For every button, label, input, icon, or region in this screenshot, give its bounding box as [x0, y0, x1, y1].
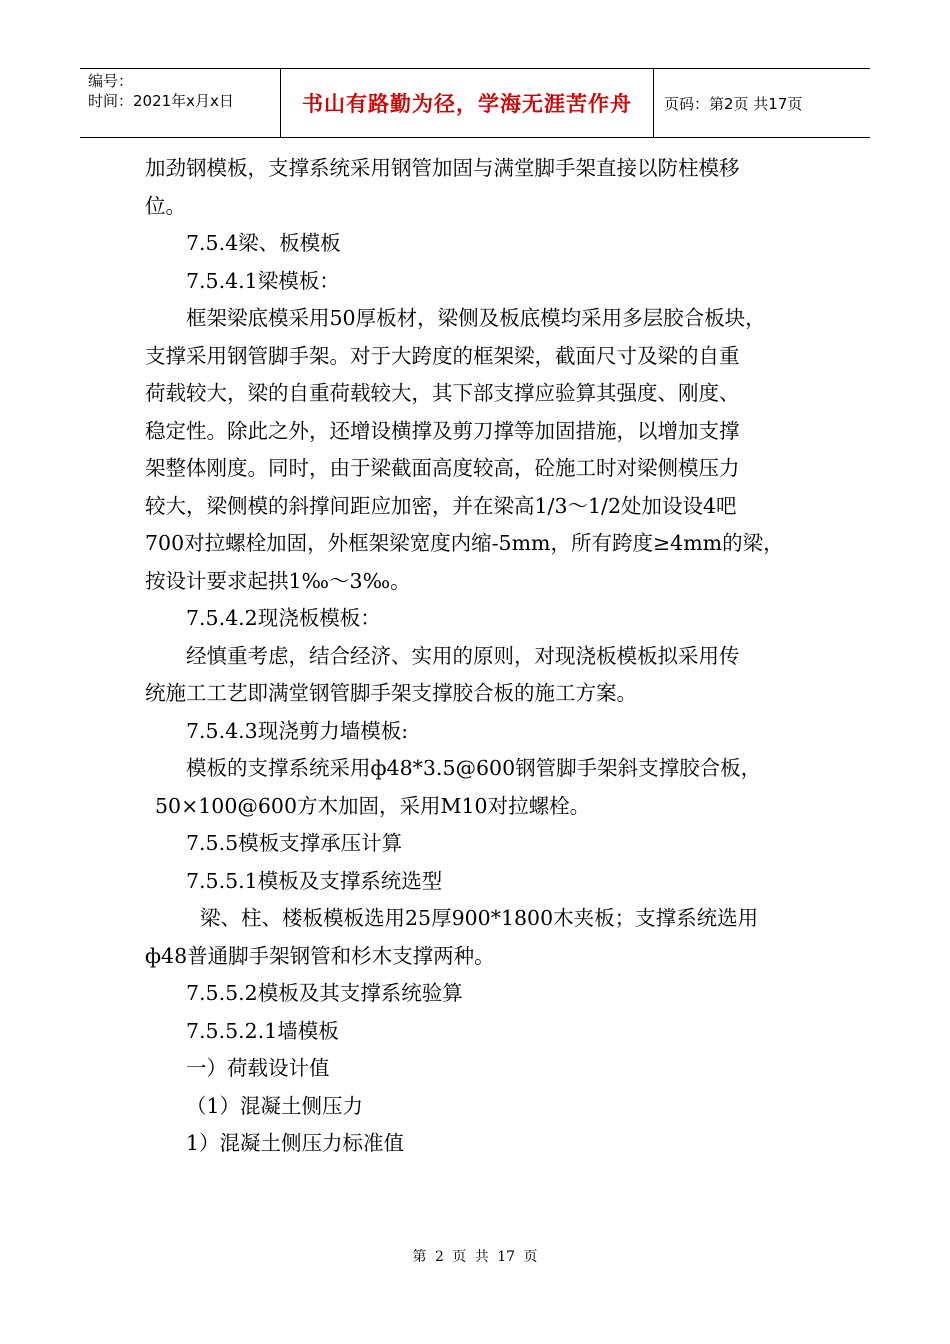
body-line: 统施工工艺即满堂钢管脚手架支撑胶合板的施工方案。	[145, 681, 637, 705]
body-line: 加劲钢模板，支撑系统采用钢管加固与满堂脚手架直接以防柱模移	[145, 156, 740, 180]
body-line: 稳定性。除此之外，还增设横撑及剪刀撑等加固措施，以增加支撑	[145, 418, 740, 443]
body-line: 一）荷载设计值	[186, 1056, 330, 1080]
document-number-label: 编号：	[88, 72, 134, 90]
body-line: 架整体刚度。同时，由于梁截面高度较高，砼施工时对梁侧模压力	[145, 456, 740, 480]
body-line: 荷载较大，梁的自重荷载较大，其下部支撑应验算其强度、刚度、	[145, 381, 740, 405]
document-body	[145, 150, 825, 1163]
body-line: （1）混凝土侧压力	[186, 1093, 364, 1118]
body-line: 经慎重考虑，结合经济、实用的原则，对现浇板模板拟采用传	[186, 643, 740, 668]
body-line: 按设计要求起拱1‰～3‰。	[145, 568, 411, 593]
section-heading: 7.5.5.2.1墙模板	[186, 1018, 339, 1043]
page-header	[80, 68, 870, 138]
body-line: 模板的支撑系统采用ф48*3.5@600钢管脚手架斜支撑胶合板，	[186, 756, 762, 780]
document-date-label: 时间：2021年x月x日	[88, 92, 234, 110]
page-footer: 第 2 页 共 17 页	[412, 1249, 538, 1265]
header-page-info: 页码：第2页 共17页	[664, 94, 803, 113]
body-line: 梁、柱、楼板模板选用25厚900*1800木夹板；支撑系统选用	[200, 906, 759, 930]
section-heading: 7.5.5模板支撑承压计算	[186, 831, 403, 855]
section-heading: 7.5.4.2现浇板模板：	[186, 606, 381, 630]
section-heading: 7.5.5.1模板及支撑系统选型	[186, 868, 443, 893]
section-heading: 7.5.5.2模板及其支撑系统验算	[186, 981, 463, 1005]
body-line: 1）混凝土侧压力标准值	[186, 1131, 405, 1155]
body-line: 框架梁底模采用50厚板材，梁侧及板底模均采用多层胶合板块，	[186, 306, 766, 330]
body-line: 700对拉螺栓加固，外框架梁宽度内缩-5mm，所有跨度≥4mm的梁，	[145, 531, 784, 555]
header-motto: 书山有路勤为径，学海无涯苦作舟	[281, 69, 654, 137]
section-heading: 7.5.4.1梁模板：	[186, 268, 340, 293]
header-meta	[80, 69, 281, 137]
body-line: 支撑采用钢管脚手架。对于大跨度的框架梁，截面尺寸及梁的自重	[145, 343, 740, 368]
body-line: ф48普通脚手架钢管和杉木支撑两种。	[145, 943, 495, 968]
body-line: 位。	[145, 193, 186, 218]
section-heading: 7.5.4梁、板模板	[186, 231, 341, 255]
body-line: 较大，梁侧模的斜撑间距应加密，并在梁高1/3～1/2处加设设4吧	[145, 493, 737, 518]
section-heading: 7.5.4.3现浇剪力墙模板:	[186, 718, 409, 743]
body-line: 50×100@600方木加固，采用M10对拉螺栓。	[155, 793, 591, 818]
